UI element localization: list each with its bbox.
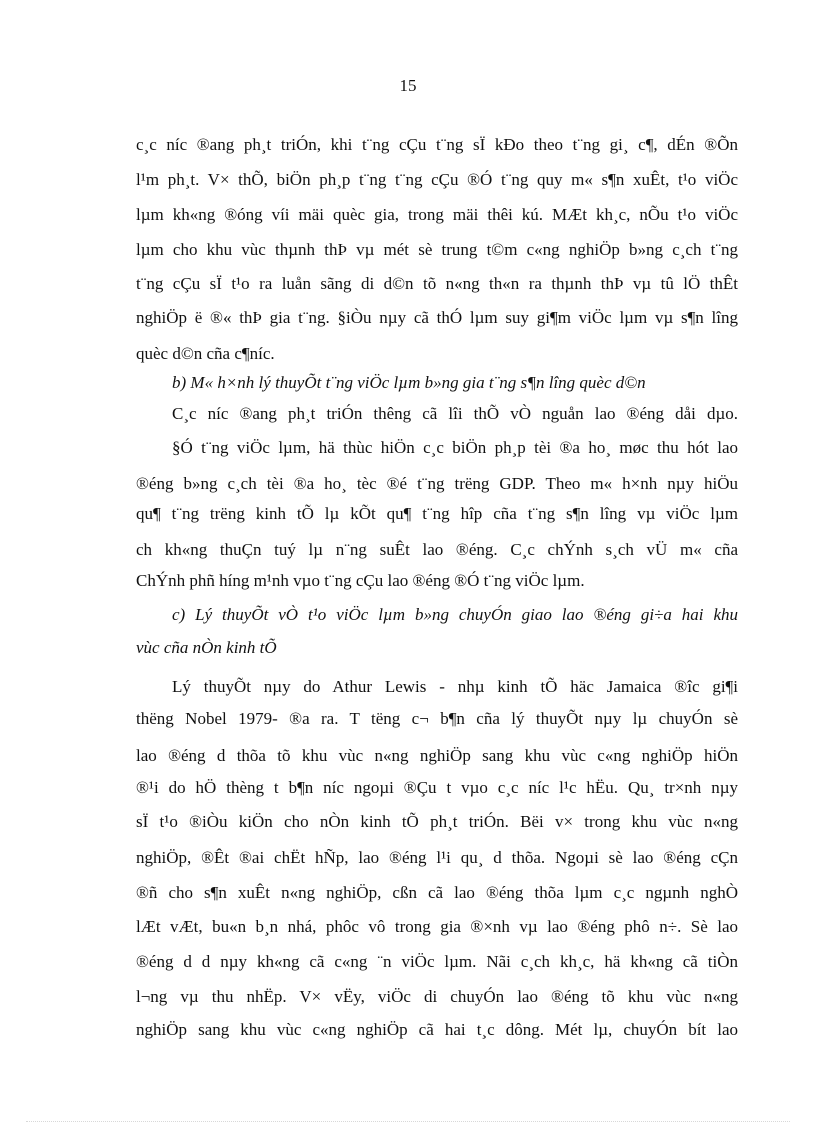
text-line: c) Lý thuyÕt vÒ t¹o viÖc lµm b»ng chuyÓn giao lao ®éng gi÷a hai khu: [172, 605, 738, 624]
text-line: ch kh«ng thuÇn tuý lµ n¨ng suÊt lao ®éng. C¸c chÝnh s¸ch vÜ m« cña: [136, 540, 738, 559]
text-line: thëng Nobel 1979- ®a ra. T tëng c¬ b¶n cña lý thuyÕt nµy lµ chuyÓn sè: [136, 709, 738, 728]
text-line: nghiÖp, ®Êt ®ai chËt hÑp, lao ®éng l¹i qu¸ d thõa. Ngoµi sè lao ®éng cÇn: [136, 848, 738, 867]
text-line: ChÝnh phñ híng m¹nh vµo t¨ng cÇu lao ®éng ®Ó t¨ng viÖc lµm.: [136, 571, 585, 590]
text-line: c¸c níc ®ang ph¸t triÓn, khi t¨ng cÇu t¨ng sÏ kÐo theo t¨ng gi¸ c¶, dÉn ®Õn: [136, 135, 738, 154]
text-line: t¨ng cÇu sÏ t¹o ra luån sãng di d©n tõ n«ng th«n ra thµnh thÞ vµ tû lÖ thÊt: [136, 274, 738, 293]
text-line: nghiÖp sang khu vùc c«ng nghiÖp cã hai t¸c dông. Mét lµ, chuyÓn bít lao: [136, 1020, 738, 1039]
text-line: ®éng d d nµy kh«ng cã c«ng ¨n viÖc lµm. Nãi c¸ch kh¸c, hä kh«ng cã tiÒn: [136, 952, 738, 971]
text-line: vùc cña nÒn kinh tÕ: [136, 638, 277, 657]
text-line: quèc d©n cña c¶níc.: [136, 344, 275, 363]
page-number: 15: [399, 76, 417, 95]
page-bottom-divider: [26, 1121, 790, 1122]
text-line: ®¹i do hÖ thèng t b¶n níc ngoµi ®Çu t vµo c¸c níc l¹c hËu. Qu¸ tr×nh nµy: [136, 778, 738, 797]
text-line: lÆt vÆt, bu«n b¸n nhá, phôc vô trong gia ®×nh vµ lao ®éng phô n÷. Sè lao: [136, 917, 738, 936]
text-line: ®éng b»ng c¸ch tèi ®a ho¸ tèc ®é t¨ng trëng GDP. Theo m« h×nh nµy hiÖu: [136, 474, 738, 493]
text-line: lµm kh«ng ®óng víi mäi quèc gia, trong mäi thêi kú. MÆt kh¸c, nÕu t¹o viÖc: [136, 205, 738, 224]
text-line: lµm cho khu vùc thµnh thÞ vµ mét sè trung t©m c«ng nghiÖp b»ng c¸ch t¨ng: [136, 240, 738, 259]
text-line: sÏ t¹o ®iÒu kiÖn cho nÒn kinh tÕ ph¸t triÓn. Bëi v× trong khu vùc n«ng: [136, 812, 738, 831]
text-line: §Ó t¨ng viÖc lµm, hä thùc hiÖn c¸c biÖn ph¸p tèi ®a ho¸ møc thu hót lao: [172, 438, 738, 457]
text-line: qu¶ t¨ng trëng kinh tÕ lµ kÕt qu¶ t¨ng hîp cña t¨ng s¶n lîng vµ viÖc lµm: [136, 504, 738, 523]
text-line: l¹m ph¸t. V× thÕ, biÖn ph¸p t¨ng t¨ng cÇu ®Ó t¨ng quy m« s¶n xuÊt, t¹o viÖc: [136, 170, 738, 189]
text-line: C¸c níc ®ang ph¸t triÓn thêng cã lîi thÕ vÒ nguån lao ®éng dåi dµo.: [172, 404, 738, 423]
text-line: l¬ng vµ thu nhËp. V× vËy, viÖc di chuyÓn lao ®éng tõ khu vùc n«ng: [136, 987, 738, 1006]
text-line: ®ñ cho s¶n xuÊt n«ng nghiÖp, cßn cã lao ®éng thõa lµm c¸c ngµnh nghÒ: [136, 883, 738, 902]
text-line: lao ®éng d thõa tõ khu vùc n«ng nghiÖp sang khu vùc c«ng nghiÖp hiÖn: [136, 746, 738, 765]
text-line: b) M« h×nh lý thuyÕt t¨ng viÖc lµm b»ng gia t¨ng s¶n lîng quèc d©n: [172, 373, 646, 392]
text-line: nghiÖp ë ®« thÞ gia t¨ng. §iÒu nµy cã thÓ lµm suy gi¶m viÖc lµm vµ s¶n lîng: [136, 308, 738, 327]
text-line: Lý thuyÕt nµy do Athur Lewis - nhµ kinh tÕ häc Jamaica ®îc gi¶i: [172, 677, 738, 696]
